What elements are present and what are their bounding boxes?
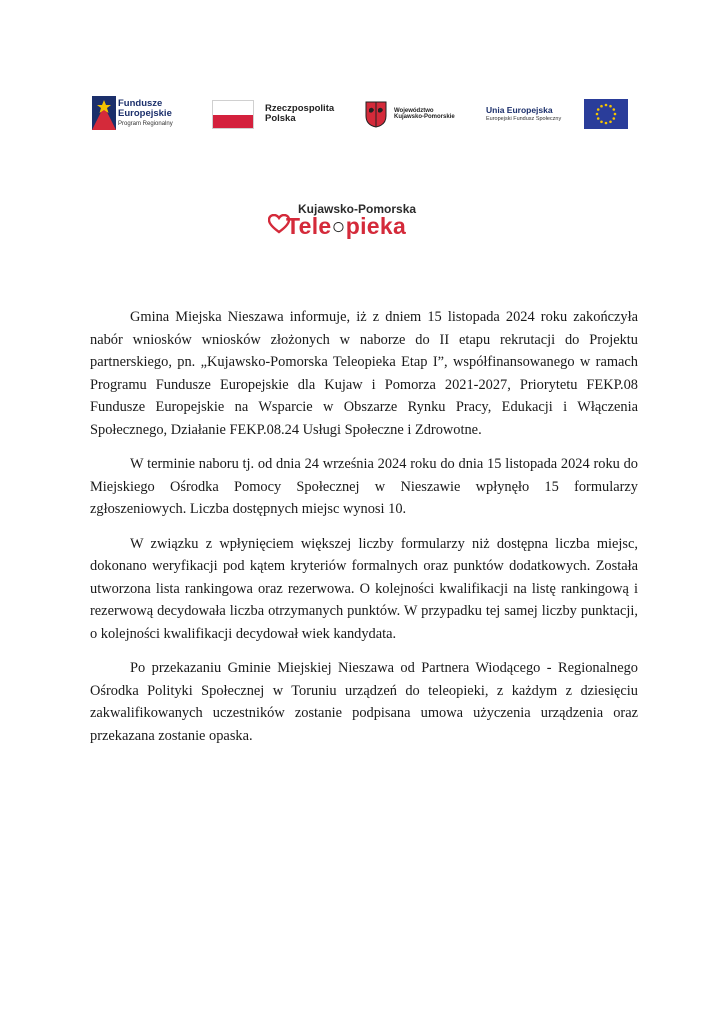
teleopieka-logo-main-b: pieka (345, 213, 407, 239)
heart-o-icon: ○ (331, 213, 346, 239)
eu-flag-icon (584, 99, 628, 129)
rp-line2: Polska (265, 112, 296, 124)
paragraph-1: Gmina Miejska Nieszawa informuje, iż z dniem 15 listopada 2024 roku zakończyła nabór wniosków wniosków złożonych w naborze do II etapu rekrutacji do Projektu partnerskiego, pn. „Kujawsko-Pomorska Teleopieka Etap I”, współfinansowanego w ramach Programu Fundusze Europejskie dla Kujaw i Pomorza 2021-2027, Priorytetu FEKP.08 Fundusze Europejskie na Wsparcie w Obszarze Rynku Pracy, Edukacji i Włączenia Społecznego, Działanie FEKP.08.24 Usługi Społeczne i Zdrowotne. (90, 309, 638, 438)
paragraph-4: Po przekazaniu Gminie Miejskiej Nieszawa od Partnera Wiodącego - Regionalnego Ośrodka Polityki Społecznej w Toruniu urządzeń do teleopieki, z każdym z dziesięciu zakwalifikowanych uczestników zostanie podpisana umowa użyczenia urządzenia oraz przekazana zostanie opaska. (90, 660, 638, 744)
teleopieka-logo-top: Kujawsko-Pomorska (298, 202, 417, 216)
rp-line1: Rzeczpospolita (265, 103, 335, 114)
paragraph-3: W związku z wpłynięciem większej liczby formularzy niż dostępna liczba miejsc, dokonano weryfikacji pod kątem kryteriów formalnych oraz punktów dodatkowych. Została utworzona lista rankingowa oraz rezerwowa. O kolejności kwalifikacji na listę rankingową i rezerwową decydowała liczba otrzymanych punktów. W przypadku tej samej liczby punktacji, o kolejności kwalifikacji decydował wiek kandydata. (90, 535, 638, 642)
coat-of-arms-icon (364, 100, 388, 128)
teleopieka-logo-main (286, 213, 406, 240)
wk-line1: Województwo (394, 108, 434, 114)
funding-logo-bar (92, 92, 632, 136)
ue-title: Unia Europejska (486, 105, 553, 115)
fe-sub: Program Regionalny (118, 120, 173, 127)
unia-europejska-logo (486, 92, 632, 136)
ue-sub: Europejski Fundusz Społeczny (486, 115, 562, 122)
fe-line1: Fundusze (118, 98, 163, 109)
teleopieka-logo-main-a: Tele (286, 213, 332, 239)
announcement-body (90, 306, 638, 759)
rzeczpospolita-polska-logo (212, 92, 352, 136)
fe-line2: Europejskie (118, 107, 172, 119)
fe-star-icon (92, 96, 116, 130)
wk-line2: Kujawsko-Pomorskie (394, 114, 455, 121)
teleopieka-logo (268, 200, 458, 245)
paragraph-2: W terminie naboru tj. od dnia 24 września 2024 roku do dnia 15 listopada 2024 roku do Miejskiego Ośrodka Pomocy Społecznej w Nieszawie wpłynęło 15 formularzy zgłoszeniowych. Liczba dostępnych miejsc wynosi 10. (90, 456, 638, 517)
fundusze-europejskie-logo (92, 92, 197, 136)
wojewodztwo-logo (364, 92, 474, 136)
polish-flag-icon (212, 100, 254, 129)
